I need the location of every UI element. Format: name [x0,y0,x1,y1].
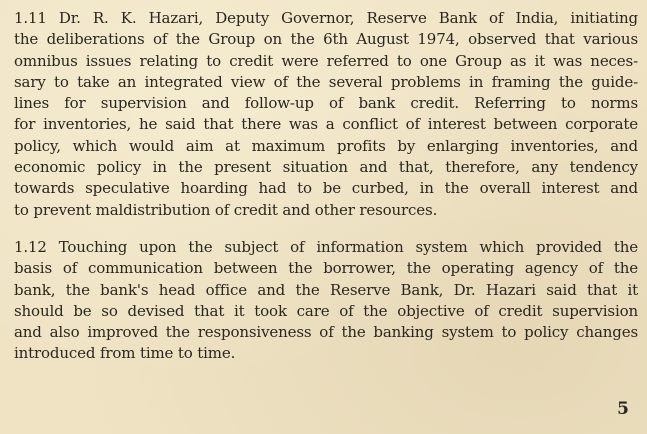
page-number: 5 [617,399,629,419]
text-line: to prevent maldistribution of credit and other resources. [14,200,438,219]
paragraph-1-12 [14,237,638,365]
paragraph-1-11 [14,8,638,221]
text-line: and also improved the responsiveness of the banking system to policy changes [14,323,638,342]
document-page [14,8,638,428]
text-line: omnibus issues relating to credit were referred to one Group as it was neces- [14,51,638,70]
text-line: introduced from time to time. [14,344,236,363]
text-line: lines for supervision and follow-up of bank credit. Referring to norms [14,94,638,113]
text-line: 1.12 Touching upon the subject of information system which provided the [14,237,638,256]
text-line: bank, the bank's head office and the Reserve Bank, Dr. Hazari said that it [14,280,638,299]
text-line: for inventories, he said that there was a conflict of interest between corporate [14,115,638,134]
text-line: sary to take an integrated view of the several problems in framing the guide- [14,72,638,91]
text-line: the deliberations of the Group on the 6th August 1974, observed that various [14,30,638,49]
text-line: 1.11 Dr. R. K. Hazari, Deputy Governor, Reserve Bank of India, initiating [14,9,638,27]
text-line: economic policy in the present situation and that, therefore, any tendency [14,158,638,177]
text-line: should be so devised that it took care of the objective of credit supervision [14,301,638,320]
text-line: towards speculative hoarding had to be curbed, in the overall interest and [14,179,638,198]
text-line: basis of communication between the borrower, the operating agency of the [14,259,638,278]
text-line: policy, which would aim at maximum profits by enlarging inventories, and [14,136,638,155]
